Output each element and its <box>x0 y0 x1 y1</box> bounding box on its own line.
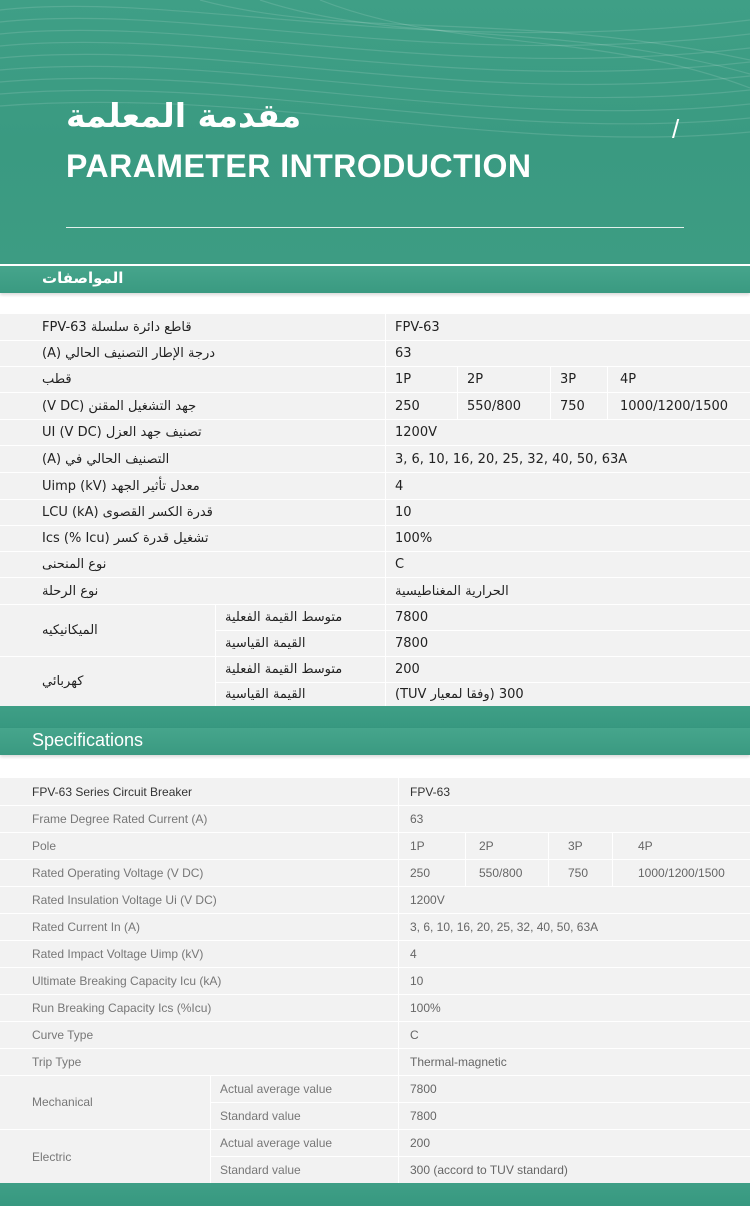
pole-value: 4P <box>620 372 637 387</box>
row-label: Mechanical <box>32 1095 93 1109</box>
row-label: Electric <box>32 1149 72 1164</box>
table-row <box>0 341 750 367</box>
voltage-value: 250 <box>410 866 431 880</box>
row-value: 4 <box>410 947 417 961</box>
sub-label: Standard value <box>220 1109 301 1123</box>
voltage-value: 550/800 <box>479 866 523 880</box>
pole-value: 3P <box>560 372 577 387</box>
header-banner <box>0 0 750 264</box>
page-title-arabic: مقدمة المعلمة <box>66 96 302 135</box>
row-value: C <box>410 1028 419 1042</box>
table-row <box>0 941 750 968</box>
row-value: 300 (accord to TUV standard) <box>410 1163 568 1177</box>
row-value: C <box>395 557 405 572</box>
row-label: LCU (kA) قدرة الكسر القصوى <box>42 505 213 520</box>
pole-value: 4P <box>638 839 653 853</box>
pole-value: 3P <box>568 839 583 853</box>
sub-label: متوسط القيمة الفعلية <box>225 610 343 625</box>
table-row <box>215 657 750 683</box>
table-row <box>0 446 750 473</box>
row-value: 200 <box>395 662 420 677</box>
sub-label: Actual average value <box>220 1082 333 1096</box>
sub-label: Standard value <box>220 1163 301 1177</box>
section-header-english <box>0 728 750 755</box>
section-title-arabic: المواصفات <box>42 269 124 287</box>
row-value: 7800 <box>410 1109 437 1123</box>
table-row <box>0 473 750 500</box>
row-label: Curve Type <box>32 1028 94 1042</box>
table-row <box>0 833 750 860</box>
row-value: 3, 6, 10, 16, 20, 25, 32, 40, 50, 63A <box>410 920 599 934</box>
voltage-value: 750 <box>560 398 585 414</box>
table-row <box>0 393 750 420</box>
row-value: FPV-63 <box>410 784 451 799</box>
sub-label: متوسط القيمة الفعلية <box>225 662 343 677</box>
table-row <box>0 314 750 341</box>
row-label: (A) التصنيف الحالي في <box>42 451 170 467</box>
page-title: PARAMETER INTRODUCTION <box>66 148 532 184</box>
title-divider <box>66 227 684 228</box>
row-label: Run Breaking Capacity Ics (%Icu) <box>32 1001 212 1015</box>
sub-label: القيمة القياسية <box>225 636 306 651</box>
row-value: FPV-63 <box>395 319 440 335</box>
row-value: 10 <box>395 505 412 520</box>
table-row <box>0 806 750 833</box>
row-label: FPV-63 قاطع دائرة سلسلة <box>42 319 192 335</box>
row-label: Trip Type <box>32 1055 82 1069</box>
table-row <box>0 968 750 995</box>
voltage-value: 250 <box>395 398 420 414</box>
row-value: 100% <box>410 1001 441 1015</box>
row-label: FPV-63 Series Circuit Breaker <box>32 784 193 799</box>
row-label: Rated Current In (A) <box>32 920 141 934</box>
table-row <box>0 578 750 605</box>
row-value: 3, 6, 10, 16, 20, 25, 32, 40, 50, 63A <box>395 451 628 467</box>
title-slash: / <box>672 114 680 144</box>
row-value: 1200V <box>410 893 445 907</box>
row-label: UI (V DC) تصنيف جهد العزل <box>42 425 202 440</box>
table-row <box>210 1157 750 1183</box>
row-value: 300 (وفقا لمعيار TUV) <box>395 687 524 702</box>
row-label: Rated Operating Voltage (V DC) <box>32 866 204 880</box>
row-label: Rated Impact Voltage Uimp (kV) <box>32 947 204 961</box>
row-label: نوع المنحنى <box>42 557 107 572</box>
table-row <box>0 995 750 1022</box>
table-row <box>0 860 750 887</box>
pole-value: 1P <box>410 839 425 853</box>
row-label: Rated Insulation Voltage Ui (V DC) <box>32 893 217 907</box>
section-header-arabic <box>0 266 750 293</box>
row-label: Ultimate Breaking Capacity Icu (kA) <box>32 974 222 988</box>
row-label: الميكانيكيه <box>42 622 98 638</box>
row-value: 63 <box>395 346 412 361</box>
row-value: 7800 <box>410 1082 437 1096</box>
spec-table-arabic <box>0 314 750 706</box>
row-value: 10 <box>410 974 424 988</box>
table-row <box>0 1022 750 1049</box>
table-row <box>0 552 750 578</box>
sub-label: القيمة القياسية <box>225 687 306 702</box>
row-value: 7800 <box>395 610 429 625</box>
table-row <box>0 887 750 914</box>
row-value: 100% <box>395 531 433 546</box>
row-value: 63 <box>410 812 424 826</box>
table-row <box>215 605 750 631</box>
spec-table-english <box>0 778 750 1183</box>
row-value: Thermal-magnetic <box>410 1055 507 1069</box>
table-row <box>0 914 750 941</box>
table-row <box>215 631 750 657</box>
row-label: نوع الرحلة <box>42 583 99 599</box>
row-value: 200 <box>410 1136 431 1150</box>
table-row <box>0 367 750 393</box>
pole-value: 2P <box>479 839 494 853</box>
pole-value: 1P <box>395 372 412 387</box>
table-row <box>0 778 750 806</box>
row-label: Uimp (kV) معدل تأثير الجهد <box>42 478 200 494</box>
row-label: (A) درجة الإطار التصنيف الحالي <box>42 346 216 361</box>
row-label: (V DC) جهد التشغيل المقنن <box>42 398 197 414</box>
sub-label: Actual average value <box>220 1136 333 1150</box>
pole-value: 2P <box>467 372 484 387</box>
row-label: Ics (% Icu) تشغيل قدرة كسر <box>42 531 209 546</box>
table-row <box>0 420 750 446</box>
voltage-value: 550/800 <box>467 398 522 414</box>
table-row <box>215 683 750 706</box>
row-value: 7800 <box>395 636 429 651</box>
row-label: كهربائي <box>42 674 84 689</box>
section-title-english: Specifications <box>32 730 144 750</box>
row-label: Frame Degree Rated Current (A) <box>32 812 208 826</box>
table-row <box>210 1076 750 1103</box>
row-value: الحرارية المغناطيسية <box>395 583 509 599</box>
row-value: 1200V <box>395 425 437 440</box>
table-row <box>0 500 750 526</box>
voltage-value: 750 <box>568 866 589 880</box>
table-row <box>210 1103 750 1130</box>
voltage-value: 1000/1200/1500 <box>638 866 725 880</box>
row-label: قطب <box>42 372 72 387</box>
row-label: Pole <box>32 839 57 853</box>
section-divider <box>0 706 750 728</box>
row-value: 4 <box>395 478 404 494</box>
table-row <box>0 1049 750 1076</box>
footer-band <box>0 1183 750 1206</box>
voltage-value: 1000/1200/1500 <box>620 398 729 414</box>
table-row <box>210 1130 750 1157</box>
table-row <box>0 526 750 552</box>
